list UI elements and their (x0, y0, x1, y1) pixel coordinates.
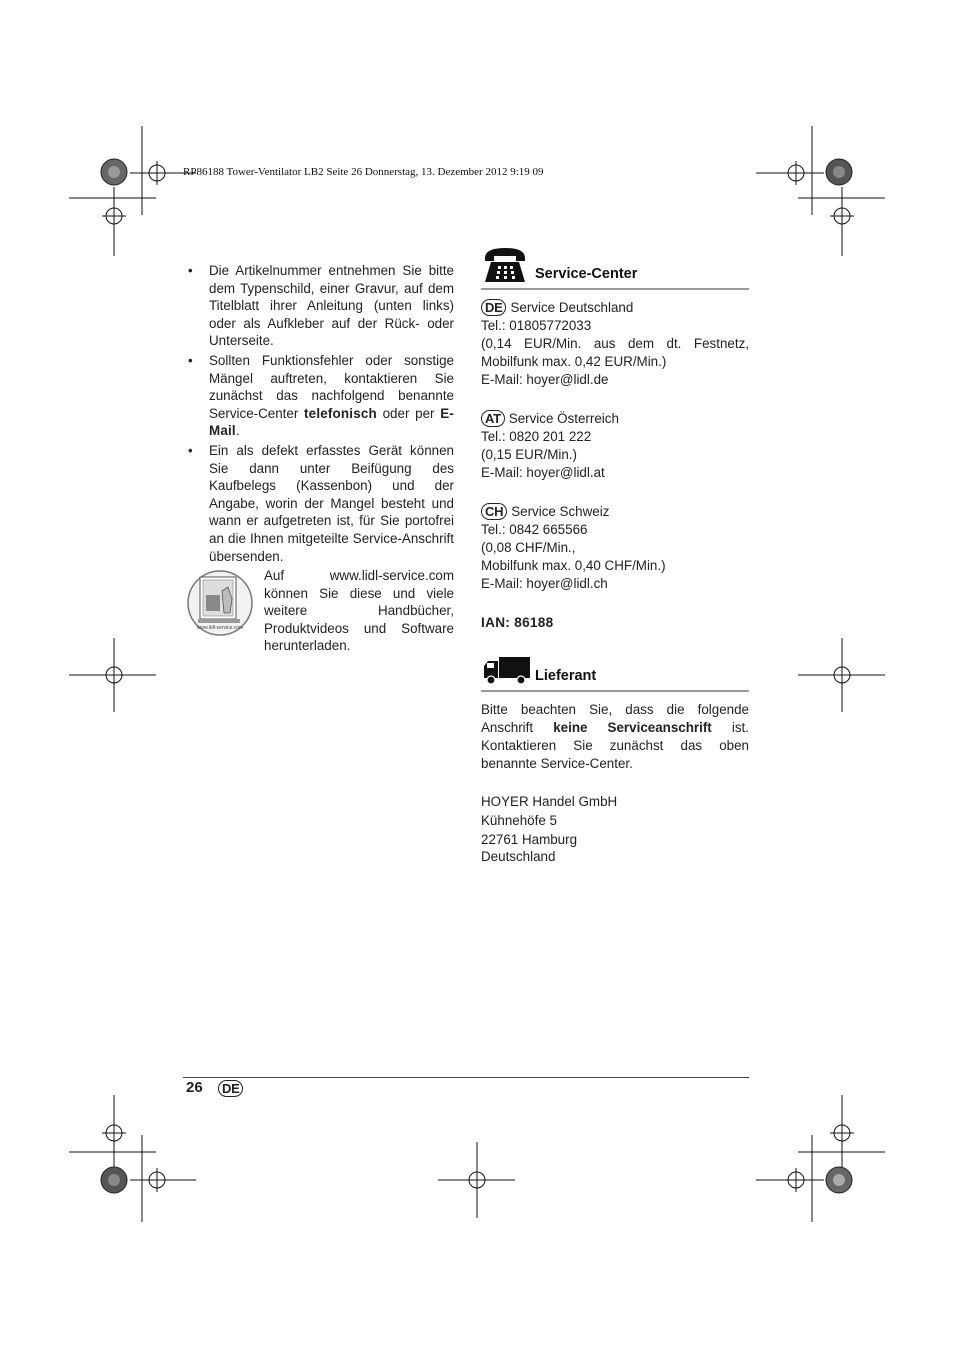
note-text: Bitte beachten Sie, dass die folgende Anschrift (481, 702, 749, 735)
lidl-service-download-text: Auf www.lidl-service.com können Sie diese und viele weitere Handbücher, Produktvideos und Software herunterladen. (264, 568, 454, 654)
bullet-text: Ein als defekt erfasstes Gerät können Sie dann unter Beifügung des Kaufbelegs (Kassenbon) und der Angabe, worin der Mangel besteht und wann er aufgetreten ist, für Sie portofrei an die Ihnen mitgeteilte Service-Anschrift übersenden. (209, 442, 454, 564)
country: Deutschland (481, 849, 556, 864)
service-name: Service Österreich (508, 411, 619, 426)
bold-phone-text: telefonisch (304, 405, 377, 421)
bullet-text: . (235, 423, 240, 439)
email-address: E-Mail: hoyer@lidl.at (481, 465, 605, 480)
postal-city: 22761 Hamburg (481, 832, 578, 847)
footer-rule (183, 1077, 749, 1078)
bullet-glyph: • (188, 263, 193, 278)
service-germany-block (481, 299, 749, 389)
email-address: E-Mail: hoyer@lidl.ch (481, 576, 608, 591)
list-item (188, 262, 454, 350)
section-title: Lieferant (535, 668, 597, 684)
left-column (188, 262, 454, 567)
street: Kühnehöfe 5 (481, 813, 557, 828)
country-badge-ch: CH (481, 503, 507, 520)
lieferant-heading (481, 642, 749, 692)
service-switzerland-block (481, 503, 749, 593)
info-bullet-list (188, 262, 454, 565)
service-center-heading (481, 240, 749, 290)
country-badge-de: DE (481, 299, 506, 316)
list-item (188, 352, 454, 440)
ian-number: IAN: 86188 (481, 615, 554, 630)
list-item (188, 442, 454, 565)
lieferant-note (481, 701, 749, 773)
call-rate: (0,14 EUR/Min. aus dem dt. Festnetz, Mobilfunk max. 0,42 EUR/Min.) (481, 336, 749, 369)
service-austria-block (481, 410, 749, 482)
phone-number: Tel.: 01805772033 (481, 318, 592, 333)
call-rate-mobile: Mobilfunk max. 0,40 CHF/Min.) (481, 558, 666, 573)
web-icon-caption: www.lidl-service.com (196, 625, 244, 631)
page-number: 26 (186, 1079, 203, 1096)
bullet-glyph: • (188, 352, 193, 368)
lidl-service-website-icon (186, 569, 254, 637)
section-title: Service-Center (535, 266, 638, 282)
print-header: RP86188 Tower-Ventilator LB2 Seite 26 Donnerstag, 13. Dezember 2012 9:19 09 (183, 166, 544, 178)
bullet-text: Sollten Funktionsfehler oder sonstige Mängel auftreten, kontaktieren Sie zunächst das nachfolgend benannte Service-Center (209, 352, 454, 421)
phone-number: Tel.: 0842 665566 (481, 522, 588, 537)
note-bold-text: keine Serviceanschrift (553, 720, 712, 735)
phone-number: Tel.: 0820 201 222 (481, 429, 592, 444)
bullet-glyph: • (188, 442, 193, 458)
service-name: Service Deutschland (510, 300, 634, 315)
supplier-address (481, 792, 749, 866)
company-name: HOYER Handel GmbH (481, 794, 618, 809)
email-address: E-Mail: hoyer@lidl.de (481, 372, 609, 387)
call-rate: (0,15 EUR/Min.) (481, 447, 577, 462)
telephone-icon (483, 246, 527, 284)
service-name: Service Schweiz (511, 504, 610, 519)
truck-icon (483, 656, 531, 686)
bold-email-text: E-Mail (209, 405, 454, 439)
footer-country-badge (218, 1080, 247, 1098)
call-rate: (0,08 CHF/Min., (481, 540, 576, 555)
note-text: ist. Kontaktieren Sie zunächst das oben benannte Service-Center. (481, 720, 749, 771)
country-badge-at: AT (481, 410, 505, 427)
bullet-text: Die Artikelnummer entnehmen Sie bitte dem Typenschild, einer Gravur, auf dem Titelblatt ihrer Anleitung (unten links) oder als Aufkleber auf der Rück- oder Unterseite. (209, 263, 454, 349)
country-badge-de: DE (218, 1080, 243, 1097)
bullet-text: oder per (376, 405, 441, 421)
